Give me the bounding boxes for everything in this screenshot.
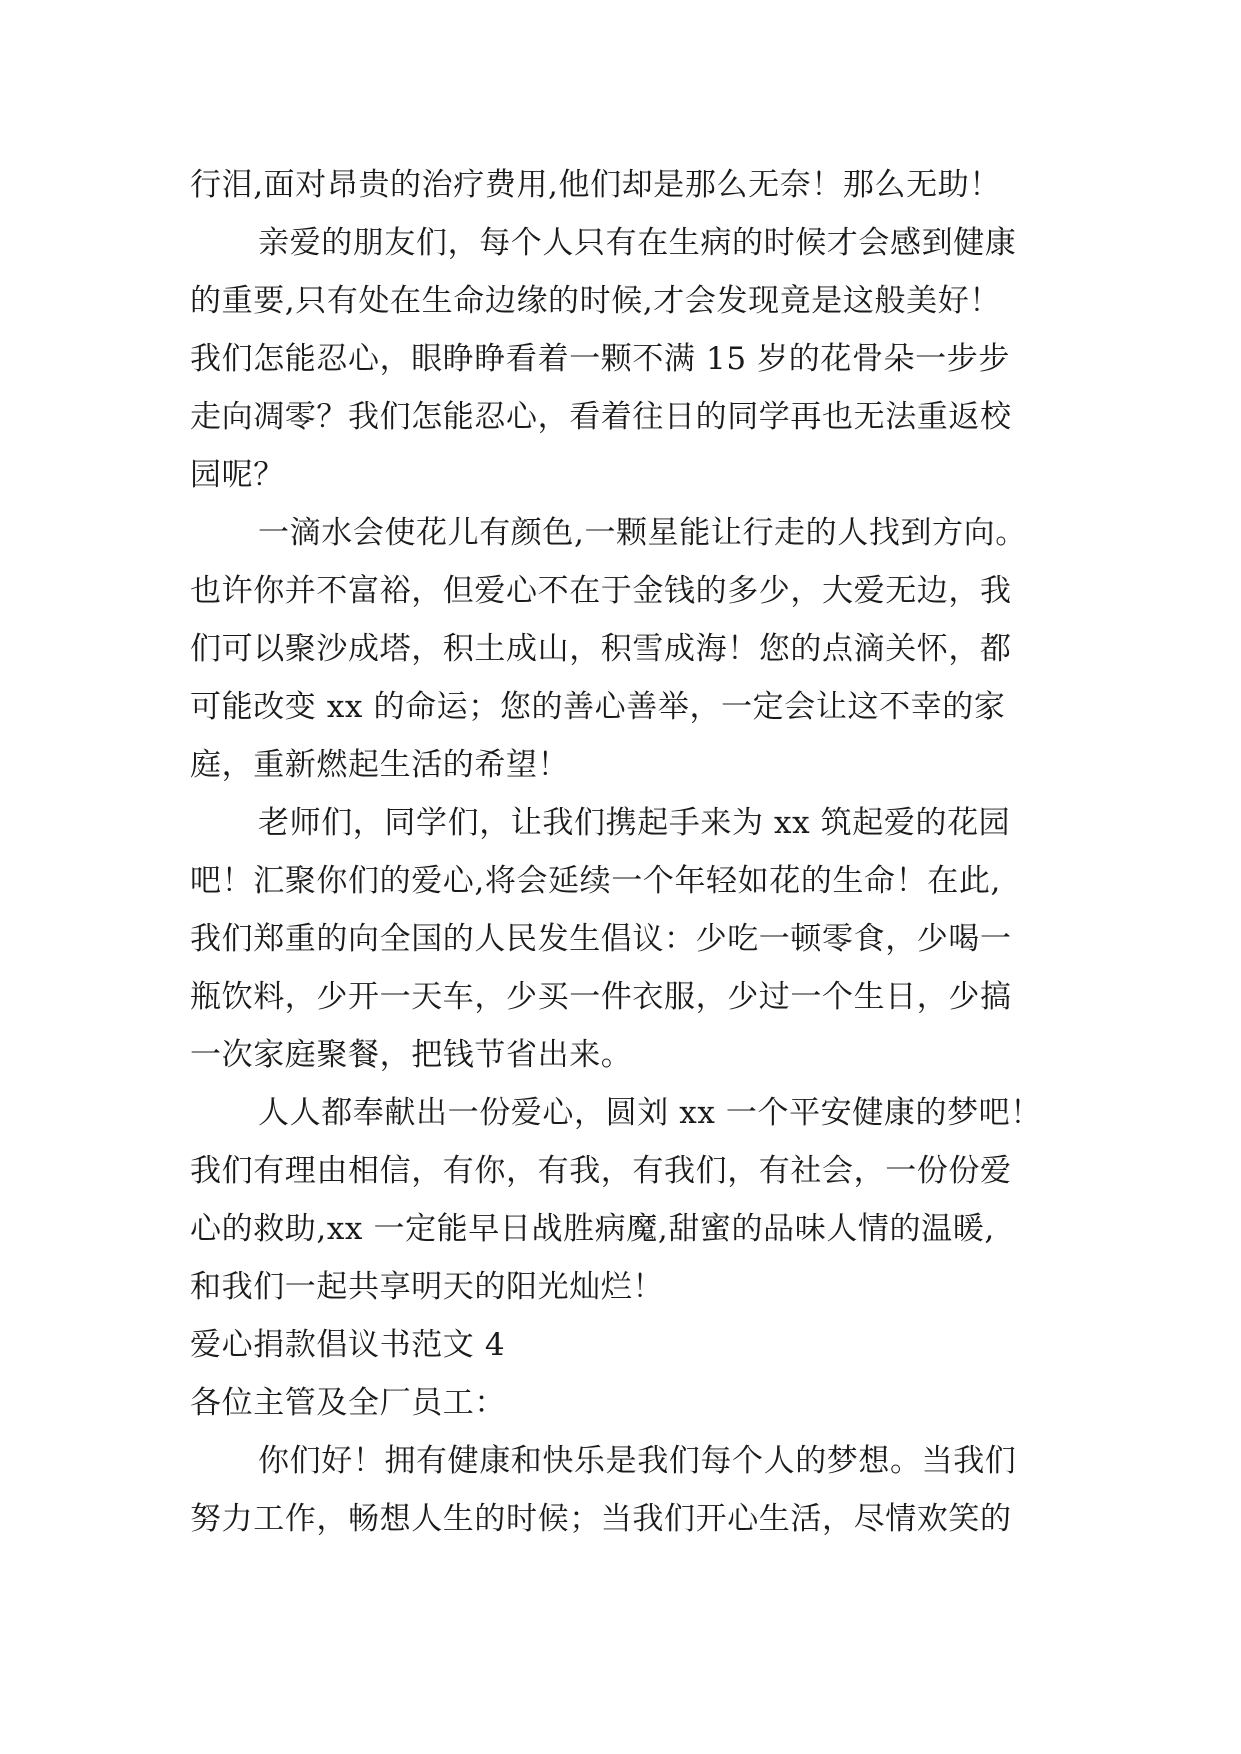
text-line: 瓶饮料，少开一天车，少买一件衣服，少过一个生日，少搞 — [190, 979, 1012, 1015]
text-line: 心的救助,xx 一定能早日战胜病魔,甜蜜的品味人情的温暖, — [190, 1211, 995, 1247]
text-line: 努力工作，畅想人生的时候；当我们开心生活，尽情欢笑的 — [190, 1501, 1012, 1537]
text-line: 庭，重新燃起生活的希望！ — [190, 747, 570, 783]
text-line: 的重要,只有处在生命边缘的时候,才会发现竟是这般美好！ — [190, 283, 1001, 319]
salutation: 各位主管及全厂员工： — [190, 1385, 506, 1421]
text-line: 我们郑重的向全国的人民发生倡议：少吃一顿零食，少喝一 — [190, 921, 1012, 957]
text-line: 也许你并不富裕，但爱心不在于金钱的多少，大爱无边，我 — [190, 573, 1012, 609]
paragraph-first-line: 你们好！拥有健康和快乐是我们每个人的梦想。当我们 — [258, 1443, 1017, 1479]
text-line: 和我们一起共享明天的阳光灿烂！ — [190, 1269, 664, 1305]
text-line: 园呢？ — [190, 457, 285, 493]
paragraph-first-line: 老师们，同学们，让我们携起手来为 xx 筑起爱的花园 — [258, 805, 1011, 841]
paragraph-first-line: 亲爱的朋友们，每个人只有在生病的时候才会感到健康 — [258, 225, 1017, 261]
text-line: 行泪,面对昂贵的治疗费用,他们却是那么无奈！那么无助！ — [190, 167, 1001, 203]
text-line: 可能改变 xx 的命运；您的善心善举，一定会让这不幸的家 — [190, 689, 1006, 725]
paragraph-first-line: 一滴水会使花儿有颜色,一颗星能让行走的人找到方向。 — [258, 515, 1027, 551]
text-line: 走向凋零？我们怎能忍心，看着往日的同学再也无法重返校 — [190, 399, 1012, 435]
text-line: 我们怎能忍心，眼睁睁看着一颗不满 15 岁的花骨朵一步步 — [190, 341, 1010, 377]
paragraph-first-line: 人人都奉献出一份爱心，圆刘 xx 一个平安健康的梦吧！ — [258, 1095, 1042, 1131]
text-line: 我们有理由相信，有你，有我，有我们，有社会，一份份爱 — [190, 1153, 1012, 1189]
section-heading: 爱心捐款倡议书范文 4 — [190, 1327, 506, 1363]
text-line: 一次家庭聚餐，把钱节省出来。 — [190, 1037, 633, 1073]
text-line: 吧！汇聚你们的爱心,将会延续一个年轻如花的生命！在此, — [190, 863, 1001, 899]
text-line: 们可以聚沙成塔，积土成山，积雪成海！您的点滴关怀，都 — [190, 631, 1012, 667]
